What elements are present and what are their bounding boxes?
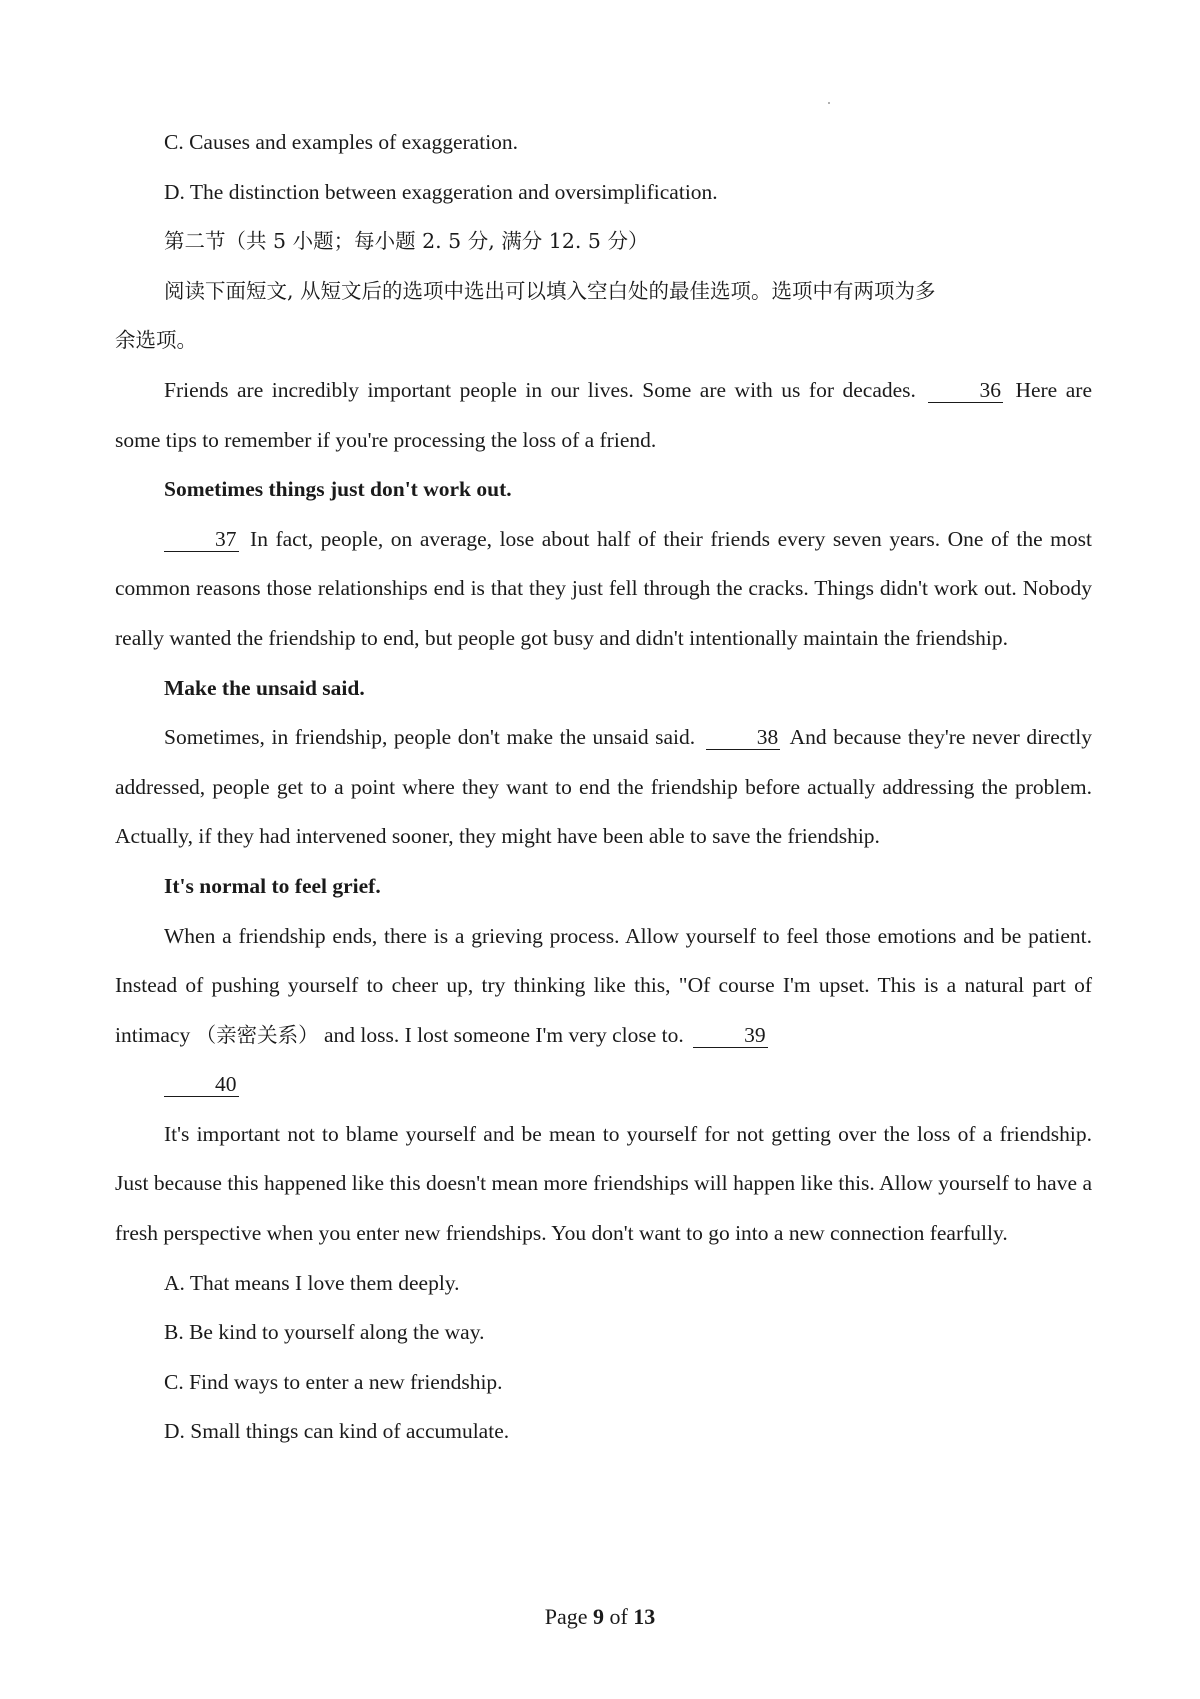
blank-38: 38 (706, 725, 781, 750)
footer-page-total: 13 (633, 1604, 656, 1629)
subheading-1: Sometimes things just don't work out. (164, 477, 512, 502)
passage-paragraph-1 (115, 366, 1092, 465)
paragraph-2-text: In fact, people, on average, lose about half of their friends every seven years. One of the most common reasons those relationships end is that they just fell through the cracks. Things didn't work out. Nobody really wanted the friendship to end, but people got busy and didn't intentionally maintain the friendship. (115, 526, 1092, 650)
subheading-2: Make the unsaid said. (164, 675, 365, 700)
blank-37: 37 (164, 527, 239, 552)
paragraph-3-text-b: And because they're never directly addressed, people get to a point where they want to end the friendship before actually addressing the problem. Actually, if they had intervened sooner, they might have been able to save the friendship. (115, 725, 1092, 849)
blank-40: 40 (164, 1072, 239, 1097)
option-a: A. That means I love them deeply. (164, 1270, 460, 1295)
option-b: B. Be kind to yourself along the way. (164, 1320, 485, 1345)
passage-paragraph-3 (115, 713, 1092, 862)
paragraph-1-text-b: Here are some tips to remember if you're processing the loss of a friend. (115, 377, 1092, 452)
passage-paragraph-2 (115, 515, 1092, 664)
paragraph-4-text-a: When a friendship ends, there is a grieving process. Allow yourself to feel those emotions and be patient. Instead of pushing yourself to cheer up, try thinking like this, "Of course I'm upset. This is a natural part of intimacy (115, 923, 1092, 1047)
subheading-3: It's normal to feel grief. (164, 873, 381, 898)
blank-39: 39 (693, 1023, 768, 1048)
scan-speck (828, 102, 830, 104)
instruction-line-1: 阅读下面短文, 从短文后的选项中选出可以填入空白处的最佳选项。选项中有两项为多 (164, 278, 936, 303)
footer-page-current: 9 (592, 1604, 604, 1629)
instruction-line-2: 余选项。 (115, 328, 197, 353)
footer-of-word: of (609, 1604, 628, 1629)
passage-paragraph-4 (115, 912, 1092, 1061)
blank-40-line (115, 1060, 1092, 1110)
paragraph-4-text-b: and loss. I lost someone I'm very close to. (323, 1022, 684, 1047)
option-c: C. Find ways to enter a new friendship. (164, 1369, 503, 1394)
document-page (115, 118, 1092, 1457)
paragraph-3-text-a: Sometimes, in friendship, people don't make the unsaid said. (164, 725, 696, 750)
passage-paragraph-5: It's important not to blame yourself and be mean to yourself for not getting over the loss of a friendship. Just because this happened like this doesn't mean more friendships will happen like this. Allow yourself to have a fresh perspective when you enter new friendships. You don't want to go into a new connection fearfully. (115, 1121, 1092, 1246)
prev-option-c: C. Causes and examples of exaggeration. (164, 130, 519, 154)
blank-36: 36 (928, 378, 1003, 403)
paragraph-4-chinese-gloss: （亲密关系） (195, 1022, 319, 1047)
section-instruction (115, 267, 1092, 366)
option-d: D. Small things can kind of accumulate. (164, 1419, 510, 1444)
footer-page-word: Page (544, 1604, 588, 1629)
paragraph-1-text-a: Friends are incredibly important people in our lives. Some are with us for decades. (164, 377, 916, 402)
page-footer (0, 1604, 1200, 1630)
section-heading: 第二节（共 5 小题；每小题 2. 5 分, 满分 12. 5 分） (164, 229, 649, 254)
prev-option-d: D. The distinction between exaggeration and oversimplification. (164, 179, 718, 204)
